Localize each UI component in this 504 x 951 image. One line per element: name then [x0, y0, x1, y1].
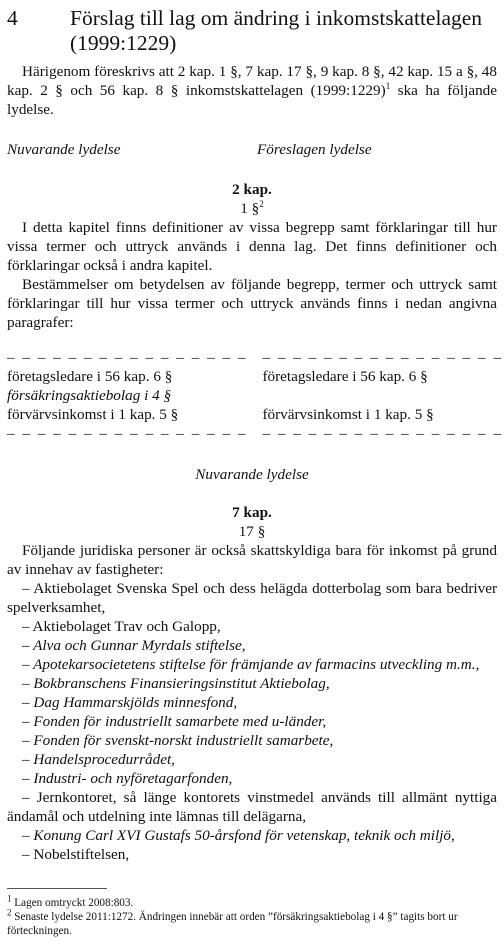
omission-dashes-left: – – – – – – – – – – – – – – – –: [7, 349, 248, 366]
section-number: 4: [7, 6, 18, 30]
current-wording-label: Nuvarande lydelse: [7, 141, 121, 158]
left-row-3: förvärvsinkomst i 1 kap. 5 §: [7, 406, 179, 423]
section-title: Förslag till lag om ändring i inkomstskattelagen (1999:1229): [70, 6, 483, 55]
section1-paragraph-2: Bestämmelser om betydelsen av följande begrepp, termer och uttryck samt förklaringar till hur vissa termer och uttryck används finns i nedan angivna paragrafer:: [7, 276, 497, 331]
list-item: – Jernkontoret, så länge kontorets vinstmedel används till allmänt nyttiga ändamål och utdelning inte lämnas till delägarna,: [7, 789, 497, 825]
omission-dashes-left-bottom: – – – – – – – – – – – – – – – –: [7, 425, 248, 442]
footnote-divider: [7, 888, 107, 889]
footnote-2: [7, 907, 497, 938]
left-row-2-removed: försäkringsaktiebolag i 4 §: [7, 387, 172, 404]
table-row: [7, 367, 503, 386]
right-row-3: förvärvsinkomst i 1 kap. 5 §: [262, 406, 434, 423]
intro-text: Härigenom föreskrivs att 2 kap. 1 §, 7 kap. 17 §, 9 kap. 8 §, 42 kap. 15 a §, 48 kap. 2 § och 56 kap. 8 § inkomstskattelagen (1999:1229): [7, 63, 497, 99]
left-row-1: företagsledare i 56 kap. 6 §: [7, 368, 173, 385]
footnote-mark-1: 1: [7, 893, 12, 904]
column-headers: [7, 140, 497, 159]
list-item: – Dag Hammarskjölds minnesfond,: [22, 694, 238, 711]
footnote-mark-2: 2: [7, 907, 12, 918]
footnote-1-text: Lagen omtryckt 2008:803.: [11, 897, 134, 909]
list-item: – Apotekarsocietetens stiftelse för främjande av farmacins utveckling m.m.,: [22, 656, 480, 673]
chapter-7-heading: 7 kap.: [232, 504, 272, 521]
list-item: – Aktiebolaget Svenska Spel och dess helägda dotterbolag som bara bedriver spelverksamhet,: [7, 580, 497, 616]
right-row-2: [247, 386, 502, 405]
list-item: – Handelsprocedurrådet,: [22, 751, 175, 768]
definitions-comparison-table: [7, 348, 503, 443]
footnote-ref-2[interactable]: 2: [259, 198, 264, 209]
intro-paragraph: [7, 62, 497, 119]
entity-list: [7, 579, 497, 864]
section-heading: [7, 6, 497, 56]
document-page: [7, 6, 503, 864]
footnotes: [7, 893, 497, 938]
list-item: – Konung Carl XVI Gustafs 50-årsfond för vetenskap, teknik och miljö,: [22, 827, 455, 844]
list-item: – Nobelstiftelsen,: [22, 846, 130, 863]
footnote-1: [7, 893, 497, 910]
right-row-1: företagsledare i 56 kap. 6 §: [262, 368, 428, 385]
proposed-wording-label: Föreslagen lydelse: [257, 141, 372, 158]
list-item: – Aktiebolaget Trav och Galopp,: [22, 618, 221, 635]
table-row: [7, 386, 503, 405]
section2-intro: Följande juridiska personer är också skattskyldiga bara för inkomst på grund av innehav av fastigheter:: [7, 542, 497, 578]
paragraph-1-heading: [7, 199, 497, 218]
table-row: [7, 424, 503, 443]
paragraph-1-label: 1 §: [240, 200, 260, 217]
footnote-ref-1[interactable]: 1: [385, 80, 391, 91]
list-item: – Industri- och nyföretagarfonden,: [22, 770, 233, 787]
table-row: [7, 405, 503, 424]
footnote-2-text: Senaste lydelse 2011:1272. Ändringen innebär att orden ”försäkringsaktiebolag i 4 §” tagits bort ur förteckningen.: [7, 911, 458, 937]
paragraph-17-heading: 17 §: [238, 523, 266, 540]
section1-paragraph-1: I detta kapitel finns definitioner av vissa begrepp samt förklaringar till hur vissa termer och uttryck används i denna lag. Det finns definitioner och förklaringar också i andra kapitel.: [7, 219, 497, 274]
list-item: – Bokbranschens Finansieringsinstitut Aktiebolag,: [22, 675, 330, 692]
omission-dashes-right-bottom: – – – – – – – – – – – – – – – –: [262, 425, 503, 442]
list-item: – Fonden för industriellt samarbete med u-länder,: [22, 713, 327, 730]
intro-tail: ska ha följande lydelse.: [7, 82, 497, 118]
list-item: – Alva och Gunnar Myrdals stiftelse,: [22, 637, 246, 654]
list-item: – Fonden för svenskt-norskt industriellt samarbete,: [22, 732, 334, 749]
omission-dashes-right: – – – – – – – – – – – – – – – –: [262, 349, 503, 366]
table-row: [7, 348, 503, 367]
chapter-2-heading: 2 kap.: [232, 181, 272, 198]
current-wording-label-2: Nuvarande lydelse: [195, 466, 309, 483]
